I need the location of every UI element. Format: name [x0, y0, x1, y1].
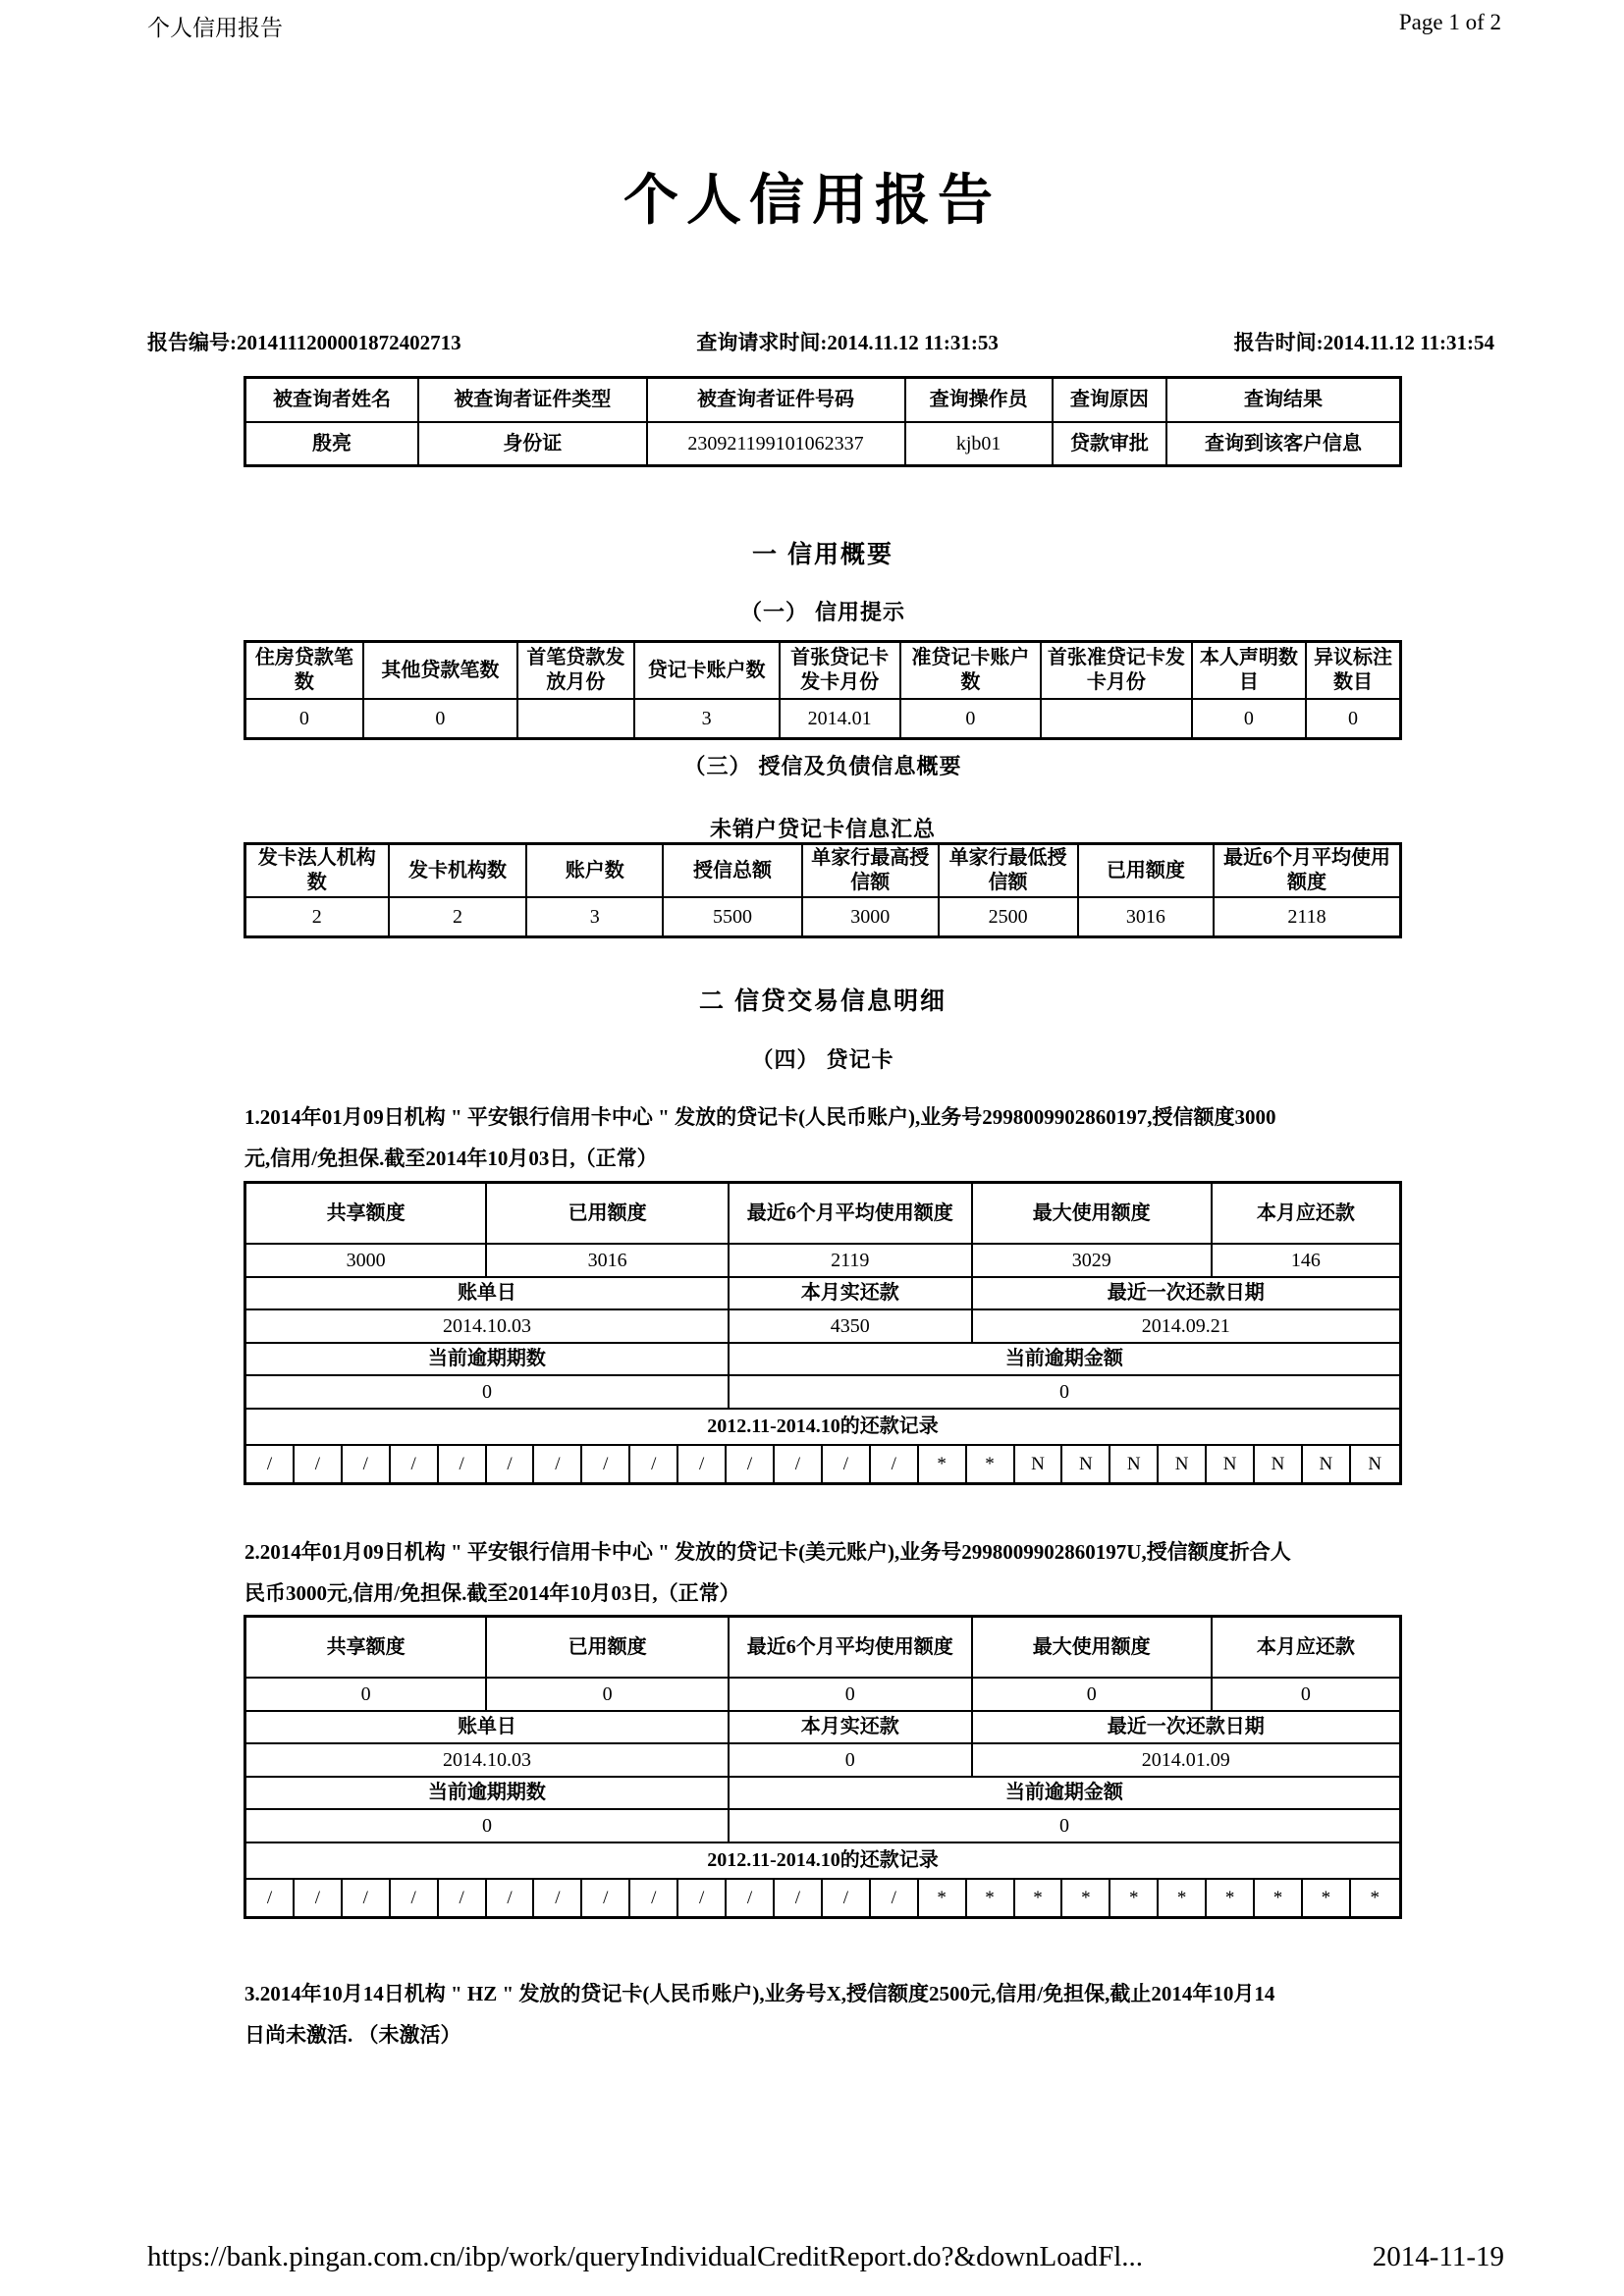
card-overdue-value-cell: 0 — [730, 1376, 1399, 1410]
repayment-status-cell: * — [1207, 1880, 1255, 1916]
repayment-status-cell: * — [1370, 1887, 1380, 1908]
card-limit-header-cell: 共享额度 — [246, 1184, 487, 1245]
card-summary-table — [244, 842, 1402, 938]
card-limit-value-cell: 0 — [487, 1679, 730, 1712]
repayment-status-cell: / — [487, 1880, 535, 1916]
credit-tips-header-cell: 首张贷记卡发卡月份 — [781, 643, 901, 700]
page-running-header — [147, 10, 1501, 42]
repayment-status-cell: / — [727, 1880, 775, 1916]
card-1-desc-line-1: 1.2014年01月09日机构 " 平安银行信用卡中心 " 发放的贷记卡(人民币账户),业务号2998009902860197,授信额度3000 — [244, 1105, 1276, 1129]
repayment-status-cell: N — [1062, 1446, 1110, 1482]
card-2-overdue-value-row — [246, 1810, 1399, 1843]
repayment-status-cell: / — [343, 1880, 391, 1916]
repayment-status-cell: / — [246, 1880, 295, 1916]
repayment-status-cell: / — [391, 1880, 439, 1916]
repayment-status-cell: * — [1159, 1880, 1207, 1916]
repayment-status-cell: / — [823, 1880, 871, 1916]
report-info-line — [147, 327, 1494, 356]
card-1-overdue-label-row — [246, 1344, 1399, 1376]
repayment-status-cell: N — [1015, 1446, 1063, 1482]
repayment-status-cell: / — [775, 1880, 823, 1916]
credit-tips-table — [244, 640, 1402, 740]
card-limit-value-cell: 2119 — [730, 1245, 973, 1278]
repayment-status-cell: * — [1062, 1880, 1110, 1916]
repayment-status-cell: / — [246, 1446, 295, 1482]
credit-tips-value-cell — [1042, 700, 1193, 737]
card-limit-header-cell: 最大使用额度 — [973, 1618, 1213, 1679]
card-bill-label-cell: 本月实还款 — [730, 1278, 973, 1310]
card-2-bill-value-row — [246, 1744, 1399, 1778]
card-summary-header-cell: 账户数 — [527, 845, 664, 898]
repayment-status-cell: / — [630, 1446, 678, 1482]
card-1-bill-value-row — [246, 1310, 1399, 1344]
card-1-description — [244, 1101, 1408, 1184]
card-limit-header-cell: 共享额度 — [246, 1618, 487, 1679]
running-header-title: 个人信用报告 — [147, 16, 283, 40]
query-table-header-cell: 查询操作员 — [906, 379, 1054, 423]
credit-tips-value-cell: 0 — [364, 700, 518, 737]
repayment-status-cell: N — [1255, 1446, 1303, 1482]
credit-tips-value-cell: 0 — [901, 700, 1042, 737]
query-table-value-cell: 230921199101062337 — [648, 423, 906, 464]
card-bill-label-cell: 最近一次还款日期 — [973, 1278, 1399, 1310]
credit-tips-header-cell: 贷记卡账户数 — [635, 643, 781, 700]
repayment-status-cell: / — [487, 1446, 535, 1482]
card-1-limit-value-row — [246, 1245, 1399, 1278]
card-2-repayment-caption-row — [246, 1843, 1399, 1880]
repayment-status-cell: / — [534, 1880, 582, 1916]
card-summary-value-cell: 2 — [246, 898, 390, 935]
card-summary-value-cell: 2118 — [1287, 905, 1326, 928]
repayment-caption: 2012.11-2014.10的还款记录 — [246, 1843, 1399, 1880]
card-limit-value-cell: 3029 — [973, 1245, 1213, 1278]
card-1-bill-label-row — [246, 1278, 1399, 1310]
credit-summary-heading: （三） 授信及负债信息概要 — [683, 754, 962, 778]
card-1-table — [244, 1181, 1402, 1485]
card-bill-value-cell: 2014.01.09 — [973, 1744, 1399, 1778]
credit-tips-value-cell: 3 — [635, 700, 781, 737]
card-bill-value-cell: 2014.10.03 — [246, 1310, 730, 1344]
repayment-status-cell: / — [630, 1880, 678, 1916]
query-table-header-cell: 被查询者证件类型 — [419, 379, 647, 423]
repayment-caption: 2012.11-2014.10的还款记录 — [246, 1410, 1399, 1446]
card-bill-value-cell: 4350 — [730, 1310, 973, 1344]
card-summary-header-cell: 单家行最高授信额 — [803, 845, 940, 898]
card-overdue-label-cell: 当前逾期金额 — [730, 1778, 1399, 1810]
query-table-value-cell: 贷款审批 — [1054, 423, 1167, 464]
card-1-repayment-cells-row — [246, 1446, 1399, 1482]
card-bill-label-cell: 账单日 — [246, 1712, 730, 1744]
card-2-bill-label-row — [246, 1712, 1399, 1744]
footer-date: 2014-11-19 — [1372, 2241, 1504, 2272]
footer-url: https://bank.pingan.com.cn/ibp/work/queryIndividualCreditReport.do?&downLoadFl... — [147, 2241, 1144, 2272]
card-1-overdue-value-row — [246, 1376, 1399, 1410]
repayment-status-cell: * — [1303, 1880, 1351, 1916]
card-3-description — [244, 1978, 1408, 2060]
card-2-repayment-cells-row — [246, 1880, 1399, 1916]
credit-tips-value-row — [246, 700, 1399, 737]
card-2-limit-value-row — [246, 1679, 1399, 1712]
card-summary-header-cell: 最近6个月平均使用额度 — [1215, 845, 1399, 898]
card-summary-caption: 未销户贷记卡信息汇总 — [709, 817, 936, 841]
repayment-status-cell: / — [439, 1880, 487, 1916]
repayment-status-cell: / — [823, 1446, 871, 1482]
report-time: 报告时间:2014.11.12 11:31:54 — [1233, 331, 1494, 354]
card-1-desc-line-2: 元,信用/免担保.截至2014年10月03日,（正常） — [244, 1147, 658, 1170]
card-1-limit-header-row — [246, 1184, 1399, 1245]
card-overdue-value-cell: 0 — [730, 1810, 1399, 1843]
credit-tips-value-cell: 0 — [246, 700, 364, 737]
credit-tips-value-cell: 0 — [1347, 707, 1358, 729]
card-summary-header-cell: 已用额度 — [1079, 845, 1216, 898]
page-footer — [147, 2241, 1504, 2273]
repayment-status-cell: / — [775, 1446, 823, 1482]
query-request-time: 查询请求时间:2014.11.12 11:31:53 — [696, 331, 999, 354]
card-limit-value-cell: 146 — [1213, 1245, 1399, 1278]
card-3-desc-line-1: 3.2014年10月14日机构 " HZ " 发放的贷记卡(人民币账户),业务号X,授信额度2500元,信用/免担保,截止2014年10月14 — [244, 1982, 1275, 2005]
card-overdue-value-cell: 0 — [246, 1810, 730, 1843]
card-summary-value-cell: 3016 — [1079, 898, 1216, 935]
card-limit-value-cell: 0 — [730, 1679, 973, 1712]
card-limit-header-cell: 本月应还款 — [1213, 1618, 1399, 1679]
repayment-status-cell: / — [295, 1446, 343, 1482]
card-limit-value-cell: 0 — [973, 1679, 1213, 1712]
credit-tips-header-row — [246, 643, 1399, 700]
credit-tips-header-cell: 首张准贷记卡发卡月份 — [1042, 643, 1193, 700]
page-number: Page 1 of 2 — [1398, 10, 1501, 34]
query-table-header-cell: 被查询者证件号码 — [648, 379, 906, 423]
repayment-status-cell: * — [1255, 1880, 1303, 1916]
card-summary-value-cell: 3 — [527, 898, 664, 935]
repayment-status-cell: / — [582, 1880, 630, 1916]
card-overdue-label-cell: 当前逾期期数 — [246, 1344, 730, 1376]
card-summary-header-row — [246, 845, 1399, 898]
query-table-value-cell: 殷亮 — [246, 423, 419, 464]
credit-tips-value-cell: 2014.01 — [781, 700, 901, 737]
card-bill-value-cell: 2014.10.03 — [246, 1744, 730, 1778]
repayment-status-cell: N — [1159, 1446, 1207, 1482]
repayment-status-cell: * — [919, 1446, 967, 1482]
query-table-value-cell: kjb01 — [906, 423, 1054, 464]
repayment-status-cell: / — [871, 1446, 919, 1482]
query-table-header-cell: 查询结果 — [1167, 379, 1399, 423]
query-info-table — [244, 376, 1402, 467]
credit-tips-header-cell: 本人声明数目 — [1193, 643, 1307, 700]
repayment-status-cell: / — [343, 1446, 391, 1482]
card-overdue-label-cell: 当前逾期期数 — [246, 1778, 730, 1810]
card-summary-header-cell: 授信总额 — [664, 845, 803, 898]
card-overdue-value-cell: 0 — [246, 1376, 730, 1410]
query-table-header-cell: 查询原因 — [1054, 379, 1167, 423]
repayment-status-cell: / — [391, 1446, 439, 1482]
card-summary-header-cell: 发卡机构数 — [390, 845, 528, 898]
credit-tips-header-cell: 准贷记卡账户数 — [901, 643, 1042, 700]
repayment-status-cell: / — [871, 1880, 919, 1916]
card-limit-value-cell: 0 — [246, 1679, 487, 1712]
card-bill-label-cell: 本月实还款 — [730, 1712, 973, 1744]
repayment-status-cell: * — [967, 1446, 1015, 1482]
query-table-header-row — [246, 379, 1399, 423]
card-limit-header-cell: 已用额度 — [487, 1184, 730, 1245]
credit-tips-header-cell: 住房贷款笔数 — [246, 643, 364, 700]
credit-tips-value-cell — [518, 700, 635, 737]
card-2-table — [244, 1615, 1402, 1919]
card-summary-header-cell: 发卡法人机构数 — [246, 845, 390, 898]
card-2-desc-line-1: 2.2014年01月09日机构 " 平安银行信用卡中心 " 发放的贷记卡(美元账户),业务号2998009902860197U,授信额度折合人 — [244, 1540, 1291, 1564]
credit-tips-heading: （一） 信用提示 — [739, 600, 906, 624]
card-bill-value-cell: 2014.09.21 — [973, 1310, 1399, 1344]
repayment-status-cell: / — [582, 1446, 630, 1482]
section-2-heading: 二 信贷交易信息明细 — [699, 988, 947, 1015]
credit-tips-header-cell: 异议标注数目 — [1307, 643, 1399, 700]
repayment-status-cell: / — [678, 1446, 727, 1482]
repayment-status-cell: * — [967, 1880, 1015, 1916]
repayment-status-cell: N — [1207, 1446, 1255, 1482]
repayment-status-cell: / — [295, 1880, 343, 1916]
credit-tips-header-cell: 首笔贷款发放月份 — [518, 643, 635, 700]
credit-card-sub-heading: （四） 贷记卡 — [751, 1047, 894, 1072]
card-bill-label-cell: 账单日 — [246, 1278, 730, 1310]
card-limit-header-cell: 最近6个月平均使用额度 — [730, 1618, 973, 1679]
repayment-status-cell: * — [1015, 1880, 1063, 1916]
repayment-status-cell: N — [1368, 1453, 1382, 1474]
card-2-limit-header-row — [246, 1618, 1399, 1679]
query-table-header-cell: 被查询者姓名 — [246, 379, 419, 423]
report-number: 报告编号:2014111200001872402713 — [147, 331, 461, 354]
repayment-status-cell: N — [1303, 1446, 1351, 1482]
credit-tips-value-cell: 0 — [1193, 700, 1307, 737]
card-bill-value-cell: 0 — [730, 1744, 973, 1778]
card-limit-header-cell: 已用额度 — [487, 1618, 730, 1679]
card-2-description — [244, 1536, 1408, 1619]
repayment-status-cell: / — [678, 1880, 727, 1916]
card-summary-header-cell: 单家行最低授信额 — [940, 845, 1079, 898]
card-summary-value-cell: 3000 — [803, 898, 940, 935]
card-limit-value-cell: 3000 — [246, 1245, 487, 1278]
card-limit-header-cell: 最近6个月平均使用额度 — [730, 1184, 973, 1245]
card-limit-value-cell: 0 — [1213, 1679, 1399, 1712]
card-3-desc-line-2: 日尚未激活. （未激活） — [244, 2023, 461, 2047]
section-1-heading: 一 信用概要 — [752, 541, 893, 568]
card-overdue-label-cell: 当前逾期金额 — [730, 1344, 1399, 1376]
card-summary-value-cell: 5500 — [664, 898, 803, 935]
card-summary-value-cell: 2500 — [940, 898, 1079, 935]
credit-tips-header-cell: 其他贷款笔数 — [364, 643, 518, 700]
repayment-status-cell: / — [534, 1446, 582, 1482]
query-table-value-cell: 查询到该客户信息 — [1204, 432, 1362, 454]
card-bill-label-cell: 最近一次还款日期 — [973, 1712, 1399, 1744]
repayment-status-cell: N — [1110, 1446, 1159, 1482]
repayment-status-cell: * — [1110, 1880, 1159, 1916]
card-limit-header-cell: 最大使用额度 — [973, 1184, 1213, 1245]
card-2-desc-line-2: 民币3000元,信用/免担保.截至2014年10月03日,（正常） — [244, 1581, 740, 1605]
repayment-status-cell: * — [919, 1880, 967, 1916]
card-limit-value-cell: 3016 — [487, 1245, 730, 1278]
card-1-repayment-caption-row — [246, 1410, 1399, 1446]
repayment-status-cell: / — [727, 1446, 775, 1482]
query-table-value-cell: 身份证 — [419, 423, 647, 464]
document-title: 个人信用报告 — [623, 169, 1001, 231]
query-table-value-row — [246, 423, 1399, 464]
repayment-status-cell: / — [439, 1446, 487, 1482]
card-limit-header-cell: 本月应还款 — [1213, 1184, 1399, 1245]
card-2-overdue-label-row — [246, 1778, 1399, 1810]
card-summary-value-row — [246, 898, 1399, 935]
card-summary-value-cell: 2 — [390, 898, 528, 935]
